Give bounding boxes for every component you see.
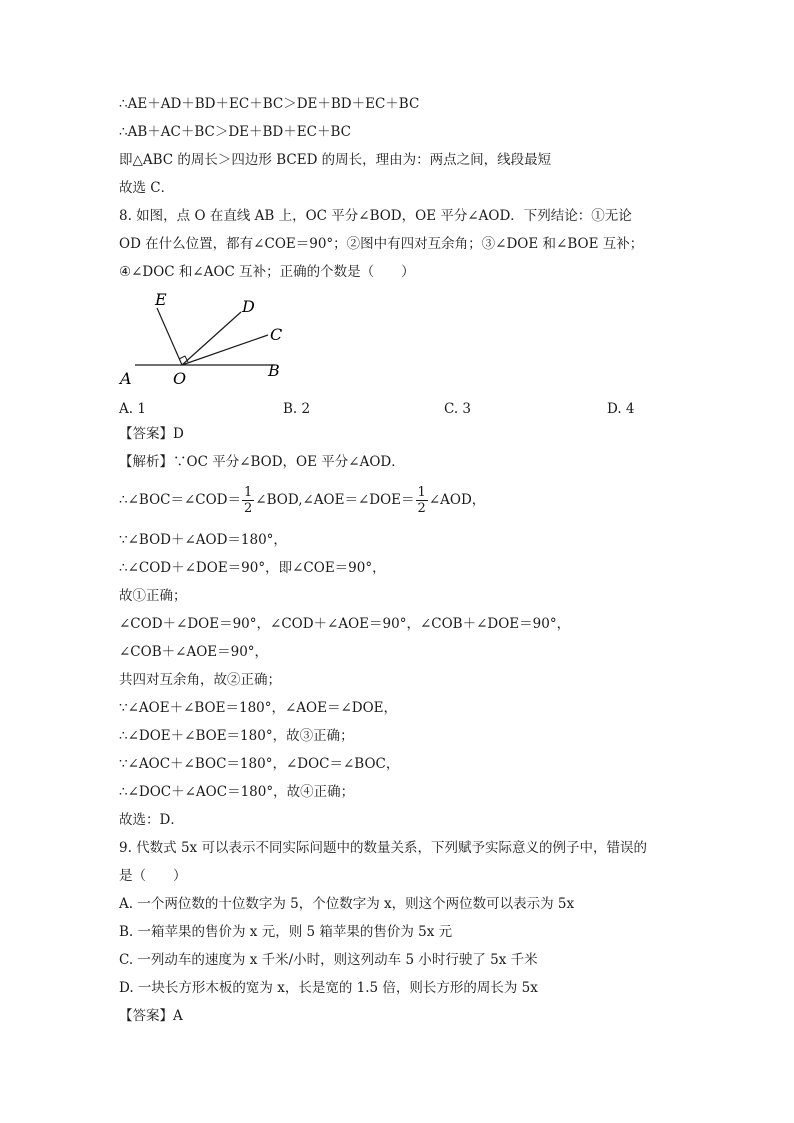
- proof-line-1: ∴AE＋AD＋BD＋EC＋BC＞DE＋BD＋EC＋BC: [119, 96, 420, 112]
- proof-line-2: ∴AB＋AC＋BC＞DE＋BD＋EC＋BC: [119, 124, 351, 140]
- analysis-line-2-middle: ∠BOD,∠AOE＝∠DOE＝: [255, 492, 415, 508]
- fraction-half: [242, 485, 254, 516]
- proof-conclusion: 即△ABC 的周长＞四边形 BCED 的周长，理由为：两点之间，线段最短: [119, 152, 552, 168]
- analysis-line-11: ∵∠AOC＋∠BOC＝180°，∠DOC＝∠BOC，: [119, 756, 400, 772]
- analysis-line-13: 故选：D．: [119, 812, 184, 828]
- analysis-line-2-start: ∴∠BOC＝∠COD＝: [119, 492, 242, 508]
- analysis-line-4: ∴∠COD＋∠DOE＝90°，即∠COE＝90°，: [119, 560, 386, 576]
- fraction-half-2: [416, 485, 428, 516]
- ray-oc: [182, 335, 268, 365]
- analysis-line-7: ∠COB＋∠AOE＝90°，: [119, 644, 269, 660]
- fraction-numerator-2: 1: [417, 485, 426, 500]
- label-c: C: [270, 325, 283, 344]
- analysis-line-12: ∴∠DOC＋∠AOC＝180°，故④正确；: [119, 784, 355, 800]
- analysis-line-9: ∵∠AOE＋∠BOE＝180°，∠AOE＝∠DOE，: [119, 700, 398, 716]
- fraction-numerator: 1: [244, 485, 253, 500]
- label-o: O: [173, 369, 187, 388]
- analysis-line-1: 【解析】∵OC 平分∠BOD，OE 平分∠AOD．: [119, 454, 405, 470]
- analysis-line-6: ∠COD＋∠DOE＝90°，∠COD＋∠AOE＝90°，∠COB＋∠DOE＝90°，: [119, 616, 571, 632]
- fraction-denominator: 2: [244, 501, 253, 516]
- question-8-line-1: 8. 如图，点 O 在直线 AB 上，OC 平分∠BOD，OE 平分∠AOD．下列结论：①无论: [119, 208, 632, 224]
- label-a: A: [120, 369, 132, 388]
- question-9-answer: 【答案】A: [119, 1008, 183, 1024]
- label-e: E: [155, 290, 167, 309]
- ray-oe: [157, 308, 182, 365]
- analysis-line-2: [119, 482, 485, 518]
- question-9-option-b: B. 一箱苹果的售价为 x 元，则 5 箱苹果的售价为 5x 元: [119, 924, 453, 940]
- question-8-line-2: OD 在什么位置，都有∠COE＝90°；②图中有四对互余角；③∠DOE 和∠BOE 互补；: [119, 236, 644, 252]
- analysis-line-10: ∴∠DOE＋∠BOE＝180°，故③正确；: [119, 728, 354, 744]
- fraction-denominator-2: 2: [417, 501, 426, 516]
- question-9-line-2: 是（ ）: [119, 868, 187, 884]
- answer-label: 【答案】D: [119, 426, 184, 442]
- option-b: B. 2: [283, 401, 311, 417]
- question-9-line-1: 9. 代数式 5x 可以表示不同实际问题中的数量关系，下列赋予实际意义的例子中，错误的: [119, 840, 647, 856]
- option-a: A. 1: [119, 401, 146, 417]
- question-9-option-d: D. 一块长方形木板的宽为 x，长是宽的 1.5 倍，则长方形的周长为 5x: [119, 980, 538, 996]
- option-c: C. 3: [444, 401, 472, 417]
- label-d: D: [242, 297, 255, 316]
- angle-figure: [115, 290, 305, 395]
- choice-c-line: 故选 C．: [119, 180, 175, 196]
- question-8-line-3: ④∠DOC 和∠AOC 互补；正确的个数是（ ）: [119, 264, 415, 280]
- question-9-option-a: A. 一个两位数的十位数字为 5，个位数字为 x，则这个两位数可以表示为 5x: [119, 896, 575, 912]
- analysis-line-2-end: ∠AOD，: [428, 492, 486, 508]
- analysis-line-5: 故①正确；: [119, 588, 187, 604]
- analysis-line-8: 共四对互余角，故②正确；: [119, 672, 281, 688]
- ray-od: [182, 312, 241, 365]
- option-d: D. 4: [607, 401, 635, 417]
- label-b: B: [268, 361, 280, 380]
- analysis-line-3: ∵∠BOD＋∠AOD＝180°，: [119, 532, 287, 548]
- question-9-option-c: C. 一列动车的速度为 x 千米/小时，则这列动车 5 小时行驶了 5x 千米: [119, 952, 538, 968]
